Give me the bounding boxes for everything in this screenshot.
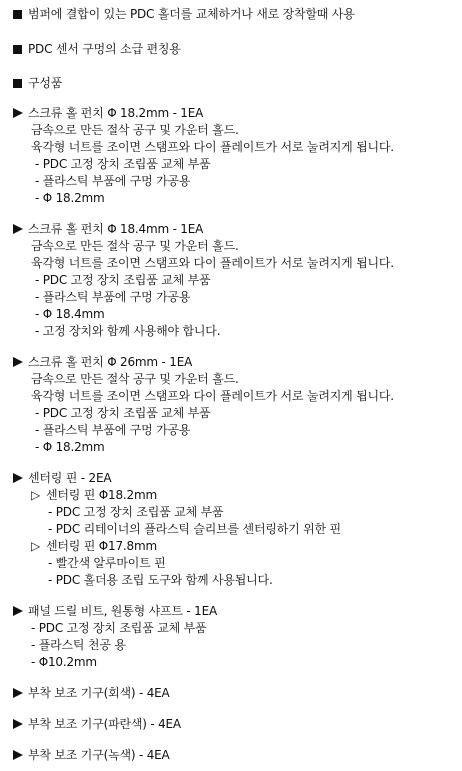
usage-line: 범퍼에 결합이 있는 PDC 홀더를 교체하거나 새로 장착할때 사용 — [13, 5, 355, 23]
section-line: - 플라스틱 천공 용 — [31, 638, 126, 652]
square-bullet-icon — [13, 10, 22, 19]
section-line: - Φ 18.2mm — [35, 440, 105, 454]
section-title: 센터링 핀 - 2EA — [13, 469, 111, 487]
triangle-bullet-icon — [13, 750, 23, 760]
components-heading: 구성품 — [13, 74, 62, 92]
section-line: - 플라스틱 부품에 구멍 가공용 — [35, 290, 191, 304]
section-line: - PDC 고정 장치 조립품 교체 부품 — [31, 621, 207, 635]
triangle-bullet-icon — [13, 719, 23, 729]
section-line: - Φ 18.4mm — [35, 307, 105, 321]
section-line: - 고정 장치와 함께 사용해야 합니다. — [35, 324, 221, 338]
triangle-bullet-icon — [13, 606, 23, 616]
section-line: 금속으로 만든 절삭 공구 및 가운터 홀드. — [31, 239, 239, 253]
section-line: 금속으로 만든 절삭 공구 및 가운터 홀드. — [31, 123, 239, 137]
subitem-line: - PDC 홀더용 조립 도구와 함께 사용됩니다. — [48, 573, 273, 587]
section-line: - PDC 고정 장치 조립품 교체 부품 — [35, 406, 211, 420]
section-line: - Φ10.2mm — [31, 655, 97, 669]
section-line: - 플라스틱 부품에 구멍 가공용 — [35, 423, 191, 437]
square-bullet-icon — [13, 79, 22, 88]
triangle-bullet-icon — [13, 688, 23, 698]
section-title: 스크류 홀 펀치 Φ 18.2mm - 1EA — [13, 104, 203, 122]
section-title: 부착 보조 기구(회색) - 4EA — [13, 684, 170, 702]
section-title: 스크류 홀 펀치 Φ 18.4mm - 1EA — [13, 220, 203, 238]
subitem-title: ▷ 센터링 핀 Φ18.2mm — [31, 488, 157, 502]
section-line: 육각형 너트를 조이면 스탬프와 다이 플레이트가 서로 눌려지게 됩니다. — [31, 140, 394, 154]
triangle-bullet-icon — [13, 473, 23, 483]
section-title: 스크류 홀 펀치 Φ 26mm - 1EA — [13, 353, 192, 371]
subitem-line: - PDC 고정 장치 조립품 교체 부품 — [48, 505, 224, 519]
square-bullet-icon — [13, 45, 22, 54]
triangle-bullet-icon — [13, 357, 23, 367]
subitem-line: - PDC 리테이너의 플라스틱 슬리브를 센터링하기 위한 핀 — [48, 522, 341, 536]
open-triangle-bullet-icon: ▷ — [31, 539, 41, 553]
subitem-title: ▷ 센터링 핀 Φ17.8mm — [31, 539, 157, 553]
section-title: 패널 드릴 비트, 원통형 샤프트 - 1EA — [13, 602, 217, 620]
open-triangle-bullet-icon: ▷ — [31, 488, 41, 502]
subitem-line: - 빨간색 알루마이트 핀 — [48, 556, 166, 570]
section-line: 육각형 너트를 조이면 스탬프와 다이 플레이트가 서로 눌려지게 됩니다. — [31, 256, 394, 270]
section-line: - PDC 고정 장치 조립품 교체 부품 — [35, 157, 211, 171]
triangle-bullet-icon — [13, 224, 23, 234]
punching-line: PDC 센서 구멍의 소급 편칭용 — [13, 40, 181, 58]
section-line: - PDC 고정 장치 조립품 교체 부품 — [35, 273, 211, 287]
triangle-bullet-icon — [13, 108, 23, 118]
section-line: 금속으로 만든 절삭 공구 및 가운터 홀드. — [31, 372, 239, 386]
section-title: 부착 보조 기구(파란색) - 4EA — [13, 715, 181, 733]
section-line: - Φ 18.2mm — [35, 191, 105, 205]
section-line: - 플라스틱 부품에 구멍 가공용 — [35, 174, 191, 188]
section-title: 부착 보조 기구(녹색) - 4EA — [13, 746, 170, 764]
section-line: 육각형 너트를 조이면 스탬프와 다이 플레이트가 서로 눌려지게 됩니다. — [31, 389, 394, 403]
